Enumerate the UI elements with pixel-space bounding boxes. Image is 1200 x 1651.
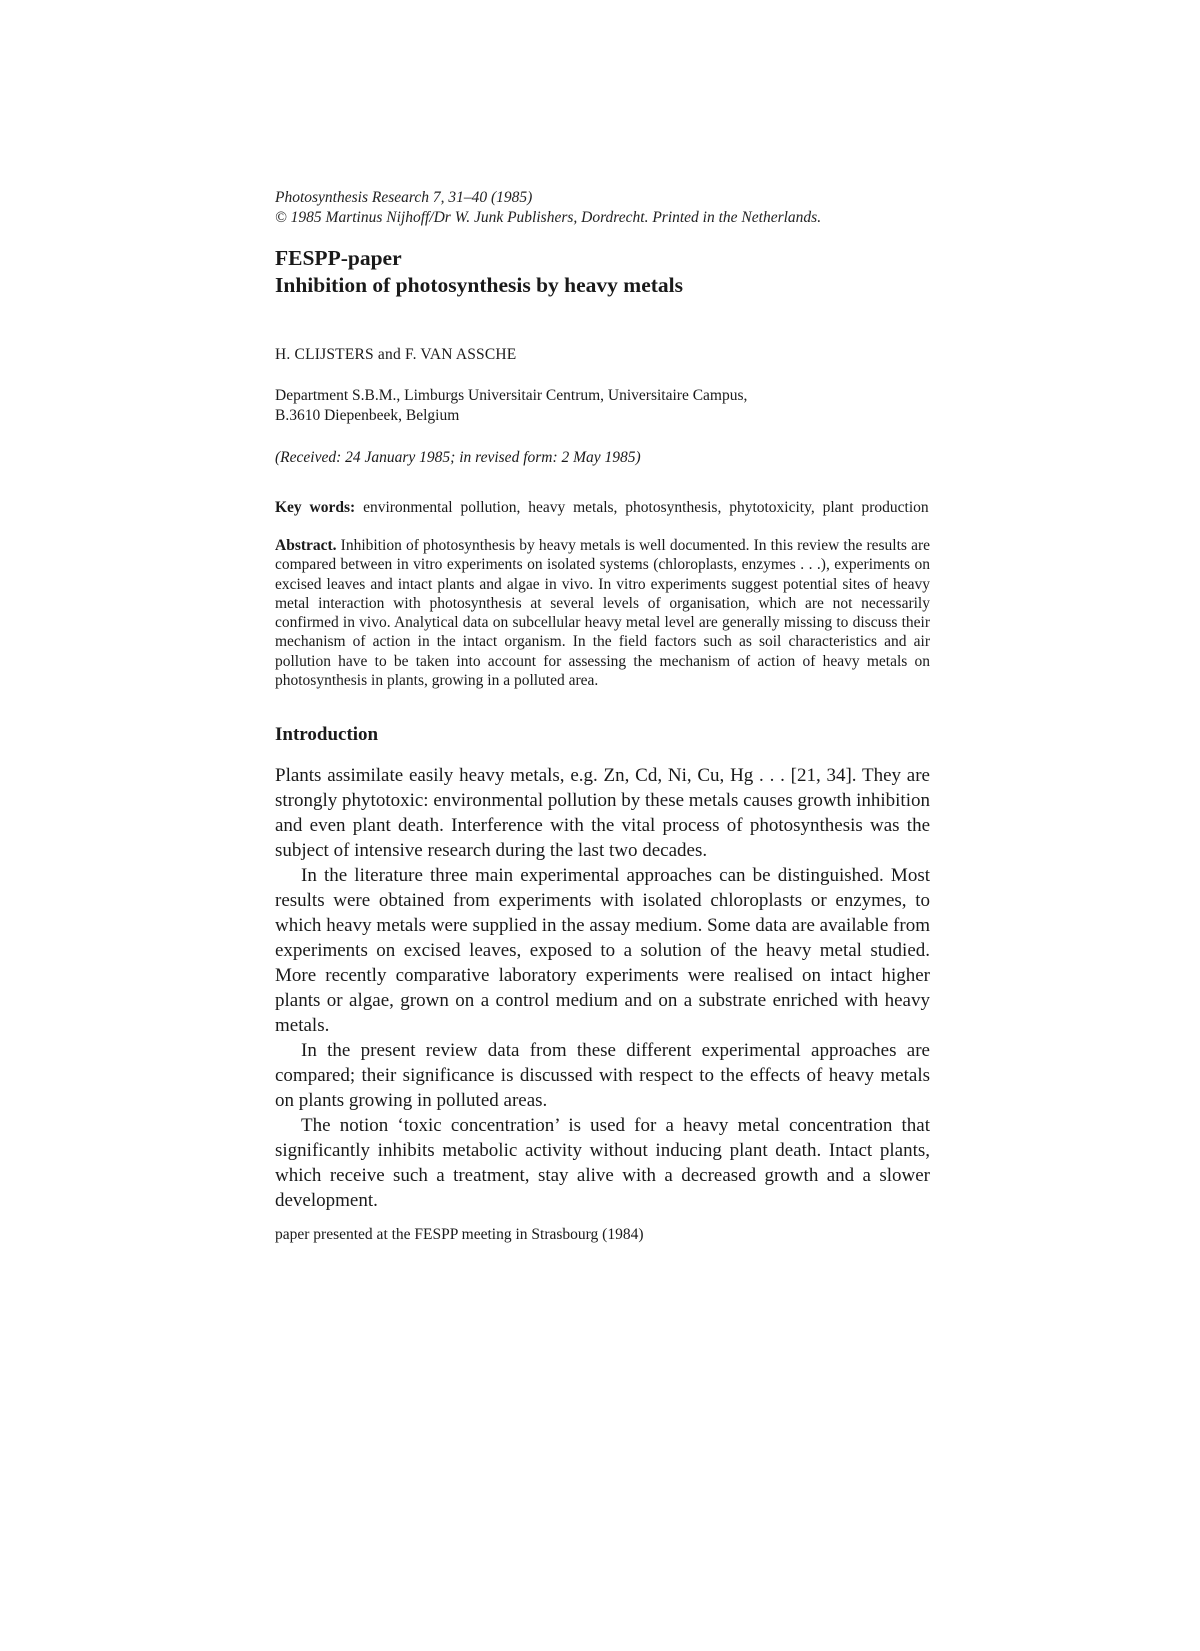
affiliation [275,386,930,426]
intro-paragraph-1: Plants assimilate easily heavy metals, e.g. Zn, Cd, Ni, Cu, Hg . . . [21, 34]. They are strongly phytotoxic: environmental pollution by these metals causes growth inhibition and even plant death. Interference with the vital process of photosynthesis was the subject of intensive research during the last two decades. [275,765,930,862]
received-text: (Received: 24 January 1985; in revised form: 2 May 1985) [275,449,641,466]
intro-paragraph-2: In the literature three main experimental approaches can be distinguished. Most results were obtained from experiments with isolated chloroplasts or enzymes, to which heavy metals were supplied in the assay medium. Some data are available from experiments on excised leaves, exposed to a solution of the heavy metal studied. More recently comparative laboratory experiments were realised on intact higher plants or algae, grown on a control medium and on a substrate enriched with heavy metals. [275,865,930,1037]
affiliation-line-2: B.3610 Diepenbeek, Belgium [275,407,460,424]
intro-paragraph-4: The notion ‘toxic concentration’ is used for a heavy metal concentration that significantly inhibits metabolic activity without inducing plant death. Intact plants, which receive such a treatment, stay alive with a decreased growth and a slower development. [275,1115,930,1212]
paper-type-label: FESPP-paper [275,246,402,270]
keywords-text: environmental pollution, heavy metals, photosynthesis, phytotoxicity, plant production [355,499,929,516]
introduction-body [275,763,930,1213]
copyright-line: © 1985 Martinus Nijhoff/Dr W. Junk Publishers, Dordrecht. Printed in the Netherlands. [275,209,822,226]
keywords [275,498,930,518]
abstract-text: Inhibition of photosynthesis by heavy metals is well documented. In this review the results are compared between in vitro experiments on isolated systems (chloroplasts, enzymes . . .), experiments on excised leaves and intact plants and algae in vivo. In vitro experiments suggest potential sites of heavy metal interaction with photosynthesis at several levels of organisation, which are not necessarily confirmed in vivo. Analytical data on subcellular heavy metal level are generally missing to discuss their mechanism of action in the intact organism. In the field factors such as soil characteristics and air pollution have to be taken into account for assessing the mechanism of action of heavy metals on photosynthesis in plants, growing in a polluted area. [275,537,930,690]
intro-paragraph-3: In the present review data from these different experimental approaches are compared; their significance is discussed with respect to the effects of heavy metals on plants growing in polluted areas. [275,1040,930,1112]
paper-title: Inhibition of photosynthesis by heavy metals [275,273,683,297]
authors: H. CLIJSTERS and F. VAN ASSCHE [275,346,517,363]
abstract-label: Abstract. [275,537,337,554]
footnote: paper presented at the FESPP meeting in Strasbourg (1984) [275,1226,644,1244]
abstract [275,536,930,690]
paper-page [275,188,930,1245]
keywords-label: Key words: [275,499,356,516]
introduction-heading: Introduction [275,724,379,746]
received-dates [275,448,930,468]
journal-citation [275,188,930,228]
affiliation-line-1: Department S.B.M., Limburgs Universitair Centrum, Universitaire Campus, [275,387,748,404]
journal-line: Photosynthesis Research 7, 31–40 (1985) [275,189,533,206]
